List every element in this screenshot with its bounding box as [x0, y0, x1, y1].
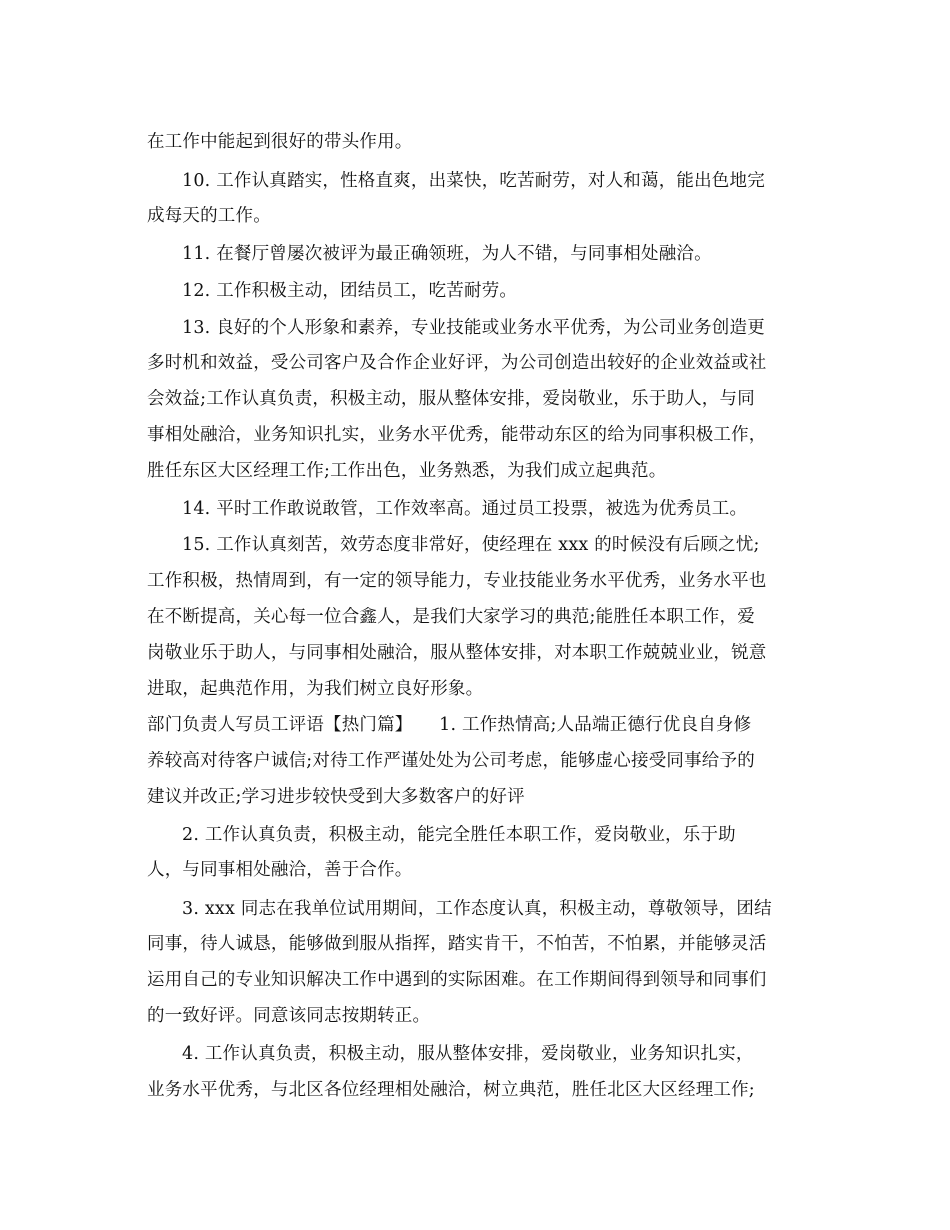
text-line: 进取，起典范作用，为我们树立良好形象。	[147, 679, 484, 699]
text-line: 事相处融洽，业务知识扎实，业务水平优秀，能带动东区的给为同事积极工作，	[147, 425, 767, 445]
text-line: 3. xxx 同志在我单位试用期间，工作态度认真，积极主动，尊敬领导，团结	[182, 899, 772, 919]
text-line: 12. 工作积极主动，团结员工，吃苦耐劳。	[182, 281, 518, 301]
text-line: 胜任东区大区经理工作;工作出色，业务熟悉，为我们成立起典范。	[147, 461, 667, 481]
text-line: 4. 工作认真负责，积极主动，服从整体安排，爱岗敬业，业务知识扎实，	[182, 1044, 754, 1064]
text-line: 的一致好评。同意该同志按期转正。	[147, 1006, 431, 1026]
text-line: 10. 工作认真踏实，性格直爽，出菜快，吃苦耐劳，对人和蔼，能出色地完	[182, 171, 765, 191]
text-line: 在工作中能起到很好的带头作用。	[147, 132, 413, 152]
text-line: 工作积极，热情周到，有一定的领导能力，专业技能业务水平优秀，业务水平也	[147, 571, 767, 591]
text-line: 11. 在餐厅曾屡次被评为最正确领班，为人不错，与同事相处融洽。	[182, 244, 712, 264]
text-line: 2. 工作认真负责，积极主动，能完全胜任本职工作，爱岗敬业，乐于助	[182, 825, 736, 845]
text-line: 多时机和效益，受公司客户及合作企业好评，为公司创造出较好的企业效益或社	[147, 353, 767, 373]
text-line: 同事，待人诚恳，能够做到服从指挥，踏实肯干，不怕苦，不怕累，并能够灵活	[147, 934, 767, 954]
text-line: 成每天的工作。	[147, 206, 271, 226]
text-line: 运用自己的专业知识解决工作中遇到的实际困难。在工作期间得到领导和同事们	[147, 970, 767, 990]
text-line: 养较高对待客户诚信;对待工作严谨处处为公司考虑，能够虚心接受同事给予的	[147, 751, 755, 771]
text-line: 13. 良好的个人形象和素养，专业技能或业务水平优秀，为公司业务创造更	[182, 318, 765, 338]
text-line: 建议并改正;学习进步较快受到大多数客户的好评	[147, 787, 525, 807]
text-line: 业务水平优秀，与北区各位经理相处融洽，树立典范，胜任北区大区经理工作;	[147, 1080, 755, 1100]
text-line: 人，与同事相处融洽，善于合作。	[147, 860, 413, 880]
text-line: 在不断提高，关心每一位合鑫人，是我们大家学习的典范;能胜任本职工作，爱	[147, 607, 755, 627]
text-line: 15. 工作认真刻苦，效劳态度非常好，使经理在 xxx 的时候没有后顾之忧;	[182, 535, 760, 555]
text-line: 岗敬业乐于助人，与同事相处融洽，服从整体安排，对本职工作兢兢业业，锐意	[147, 643, 767, 663]
text-line: 14. 平时工作敢说敢管，工作效率高。通过员工投票，被选为优秀员工。	[182, 499, 748, 519]
text-line: 会效益;工作认真负责，积极主动，服从整体安排，爱岗敬业，乐于助人，与同	[147, 389, 755, 409]
section-heading-line: 部门负责人写员工评语【热门篇】 1. 工作热情高;人品端正德行优良自身修	[147, 715, 752, 735]
